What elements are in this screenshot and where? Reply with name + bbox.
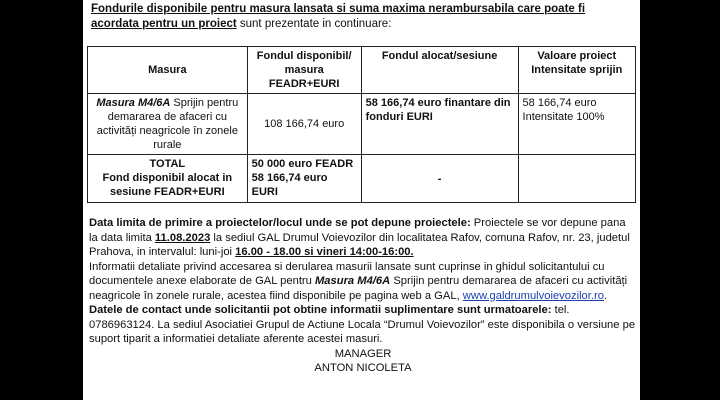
total-cell <box>88 155 248 203</box>
total-label: TOTAL <box>149 158 186 170</box>
value-amount: 58 166,74 euro <box>522 97 597 109</box>
intro-paragraph <box>91 2 636 32</box>
deadline-paragraph <box>89 216 637 260</box>
signature-role: MANAGER <box>334 347 392 360</box>
measure-desc: Sprijin pentru demararea de afaceri cu activități neagricole în zonele rurale <box>96 97 239 151</box>
deadline-text-1: Proiectele se vor depune pana la data limita <box>89 217 626 244</box>
header-fond-disponibil: Fondul disponibil/ masura FEADR+EURI <box>247 47 361 94</box>
signature-name: ANTON NICOLETA <box>314 362 412 374</box>
deadline-hours: 16.00 - 18.00 si vineri 14:00-16:00. <box>235 246 414 258</box>
total-fund-euri: 58 166,74 euro EURI <box>251 172 328 198</box>
total-allocated: - <box>437 172 442 185</box>
header-valoare-proiect: Valoare proiect Intensitate sprijin <box>518 47 635 94</box>
measure-code: Masura M4/6A <box>96 97 171 109</box>
table-row <box>88 155 636 203</box>
deadline-text-2: la sediul GAL Drumul Voievozilor din localitatea Rafov, comuna Rafov, nr. 23, judetul Prahova, in intervalul: luni-joi <box>89 231 630 258</box>
contact-label: Datele de contact unde solicitantii pot obtine informatii suplimentare sunt urmatoarele: <box>89 304 552 316</box>
deadline-date: 11.08.2023 <box>154 231 211 244</box>
info-text-4: tel. 0786963124. La sediul Asociatiei Grupul de Actiune Locala “Drumul Voievozilor” este disponibila o versiune pe suport tiparit a informatiei detaliate aferente acestei masuri. <box>89 304 636 345</box>
total-fund-feadr: 50 000 euro FEADR <box>251 158 354 170</box>
total-desc: Fond disponibil alocat in sesiune FEADR+EURI <box>102 172 233 198</box>
website-link[interactable]: www.galdrumulvoievozilor.ro <box>462 289 604 302</box>
total-value-cell <box>518 155 635 203</box>
document-page <box>83 0 640 400</box>
intro-bold: Fondurile disponibile pentru masura lansata si suma maxima nerambursabila care poate fi acordata pentru un proiect <box>91 3 586 30</box>
measure-cell <box>88 94 248 155</box>
info-text-3: . <box>603 289 608 302</box>
header-fond-alocat: Fondul alocat/sesiune <box>361 47 518 94</box>
info-text-1: Informatii detaliate privind accesarea si derularea masurii lansate sunt cuprinse in ghidul solicitantului cu documentele anexe elaborate de GAL pentru <box>89 260 605 287</box>
table-row <box>88 94 636 155</box>
total-fund-cell <box>247 155 361 203</box>
info-text-2: Sprijin pentru demararea de afaceri cu activități neagricole în zonele rurale, acestea fiind disponibile pe pagina web a GAL, <box>89 275 628 302</box>
value-intensity: Intensitate 100% <box>522 111 605 123</box>
value-cell <box>518 94 635 155</box>
allocated-text: 58 166,74 euro finantare din fonduri EURI <box>365 97 511 123</box>
header-masura: Masura <box>88 47 248 94</box>
fund-cell: 108 166,74 euro <box>247 94 361 155</box>
body-text <box>89 216 637 376</box>
funds-table <box>87 46 636 203</box>
allocated-cell <box>361 94 518 155</box>
intro-rest: sunt prezentate in continuare: <box>236 18 392 30</box>
info-paragraph <box>89 260 637 347</box>
deadline-label: Data limita de primire a proiectelor/locul unde se pot depune proiectele: <box>89 217 471 229</box>
table-header-row <box>88 47 636 94</box>
info-measure: Masura M4/6A <box>314 275 391 287</box>
total-allocated-cell <box>361 155 518 203</box>
